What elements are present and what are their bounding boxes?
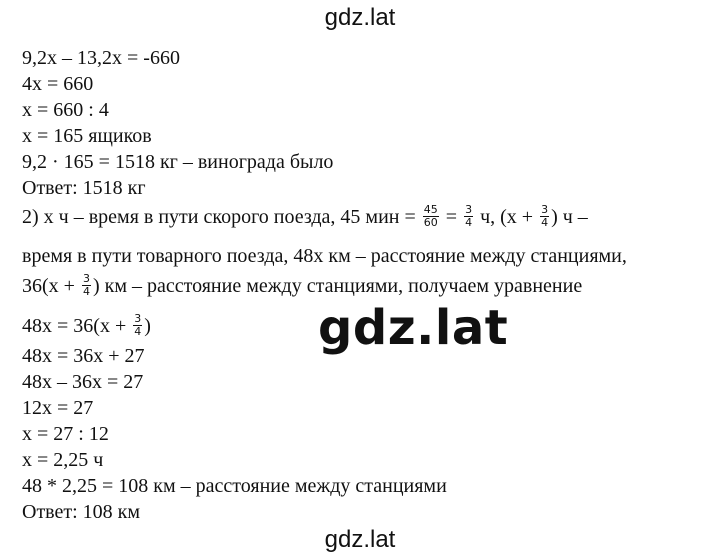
fraction-3-4 <box>82 273 91 298</box>
text-segment: ч, (x + <box>475 206 539 228</box>
solution-line-5: 9,2 · 165 = 1518 кг – винограда было <box>22 151 334 173</box>
watermark-top: gdz.lat <box>324 4 396 31</box>
equation-line-3: 48x – 36x = 27 <box>22 371 144 393</box>
text-segment: 48x = 36(x + <box>22 315 132 337</box>
text-segment: ) ч – <box>551 206 588 228</box>
answer-line-1: Ответ: 1518 кг <box>22 177 146 199</box>
watermark-bottom: gdz.lat <box>324 526 396 553</box>
equation-line-2: 48x = 36x + 27 <box>22 345 145 367</box>
fraction-45-60 <box>423 204 439 229</box>
problem-2-statement-line-1 <box>22 202 588 231</box>
solution-line-1: 9,2x – 13,2x = -660 <box>22 47 180 69</box>
fraction-numerator: 3 <box>465 202 473 216</box>
fraction-denominator: 4 <box>134 324 142 338</box>
fraction-3-4 <box>464 204 473 229</box>
solution-line-2: 4x = 660 <box>22 73 94 95</box>
answer-line-2: Ответ: 108 км <box>22 501 141 523</box>
text-segment: ) км – расстояние между станциями, получаем уравнение <box>92 275 583 297</box>
equation-line-5: x = 27 : 12 <box>22 423 109 445</box>
problem-2-statement-line-2: время в пути товарного поезда, 48x км – расстояние между станциями, <box>22 245 627 267</box>
fraction-numerator: 45 <box>423 202 438 216</box>
fraction-3-4 <box>540 204 549 229</box>
equation-line-4: 12x = 27 <box>22 397 94 419</box>
equation-line-6: x = 2,25 ч <box>22 449 104 471</box>
fraction-denominator: 4 <box>82 284 90 298</box>
result-line: 48 * 2,25 = 108 км – расстояние между станциями <box>22 475 447 497</box>
solution-line-3: x = 660 : 4 <box>22 99 109 121</box>
text-segment: 2) x ч – время в пути скорого поезда, 45 мин = <box>22 206 421 228</box>
problem-2-statement-line-3 <box>22 271 583 300</box>
equation-line-1 <box>22 311 151 340</box>
fraction-numerator: 3 <box>541 202 549 216</box>
text-segment: = <box>440 206 463 228</box>
fraction-numerator: 3 <box>82 271 90 285</box>
watermark-center: gdz.lat <box>318 300 509 356</box>
fraction-denominator: 4 <box>465 215 473 229</box>
text-segment: 36(x + <box>22 275 80 297</box>
solution-line-4: x = 165 ящиков <box>22 125 152 147</box>
text-segment: ) <box>144 315 151 337</box>
fraction-denominator: 60 <box>423 215 438 229</box>
fraction-numerator: 3 <box>134 311 142 325</box>
fraction-denominator: 4 <box>541 215 549 229</box>
fraction-3-4 <box>133 313 142 338</box>
